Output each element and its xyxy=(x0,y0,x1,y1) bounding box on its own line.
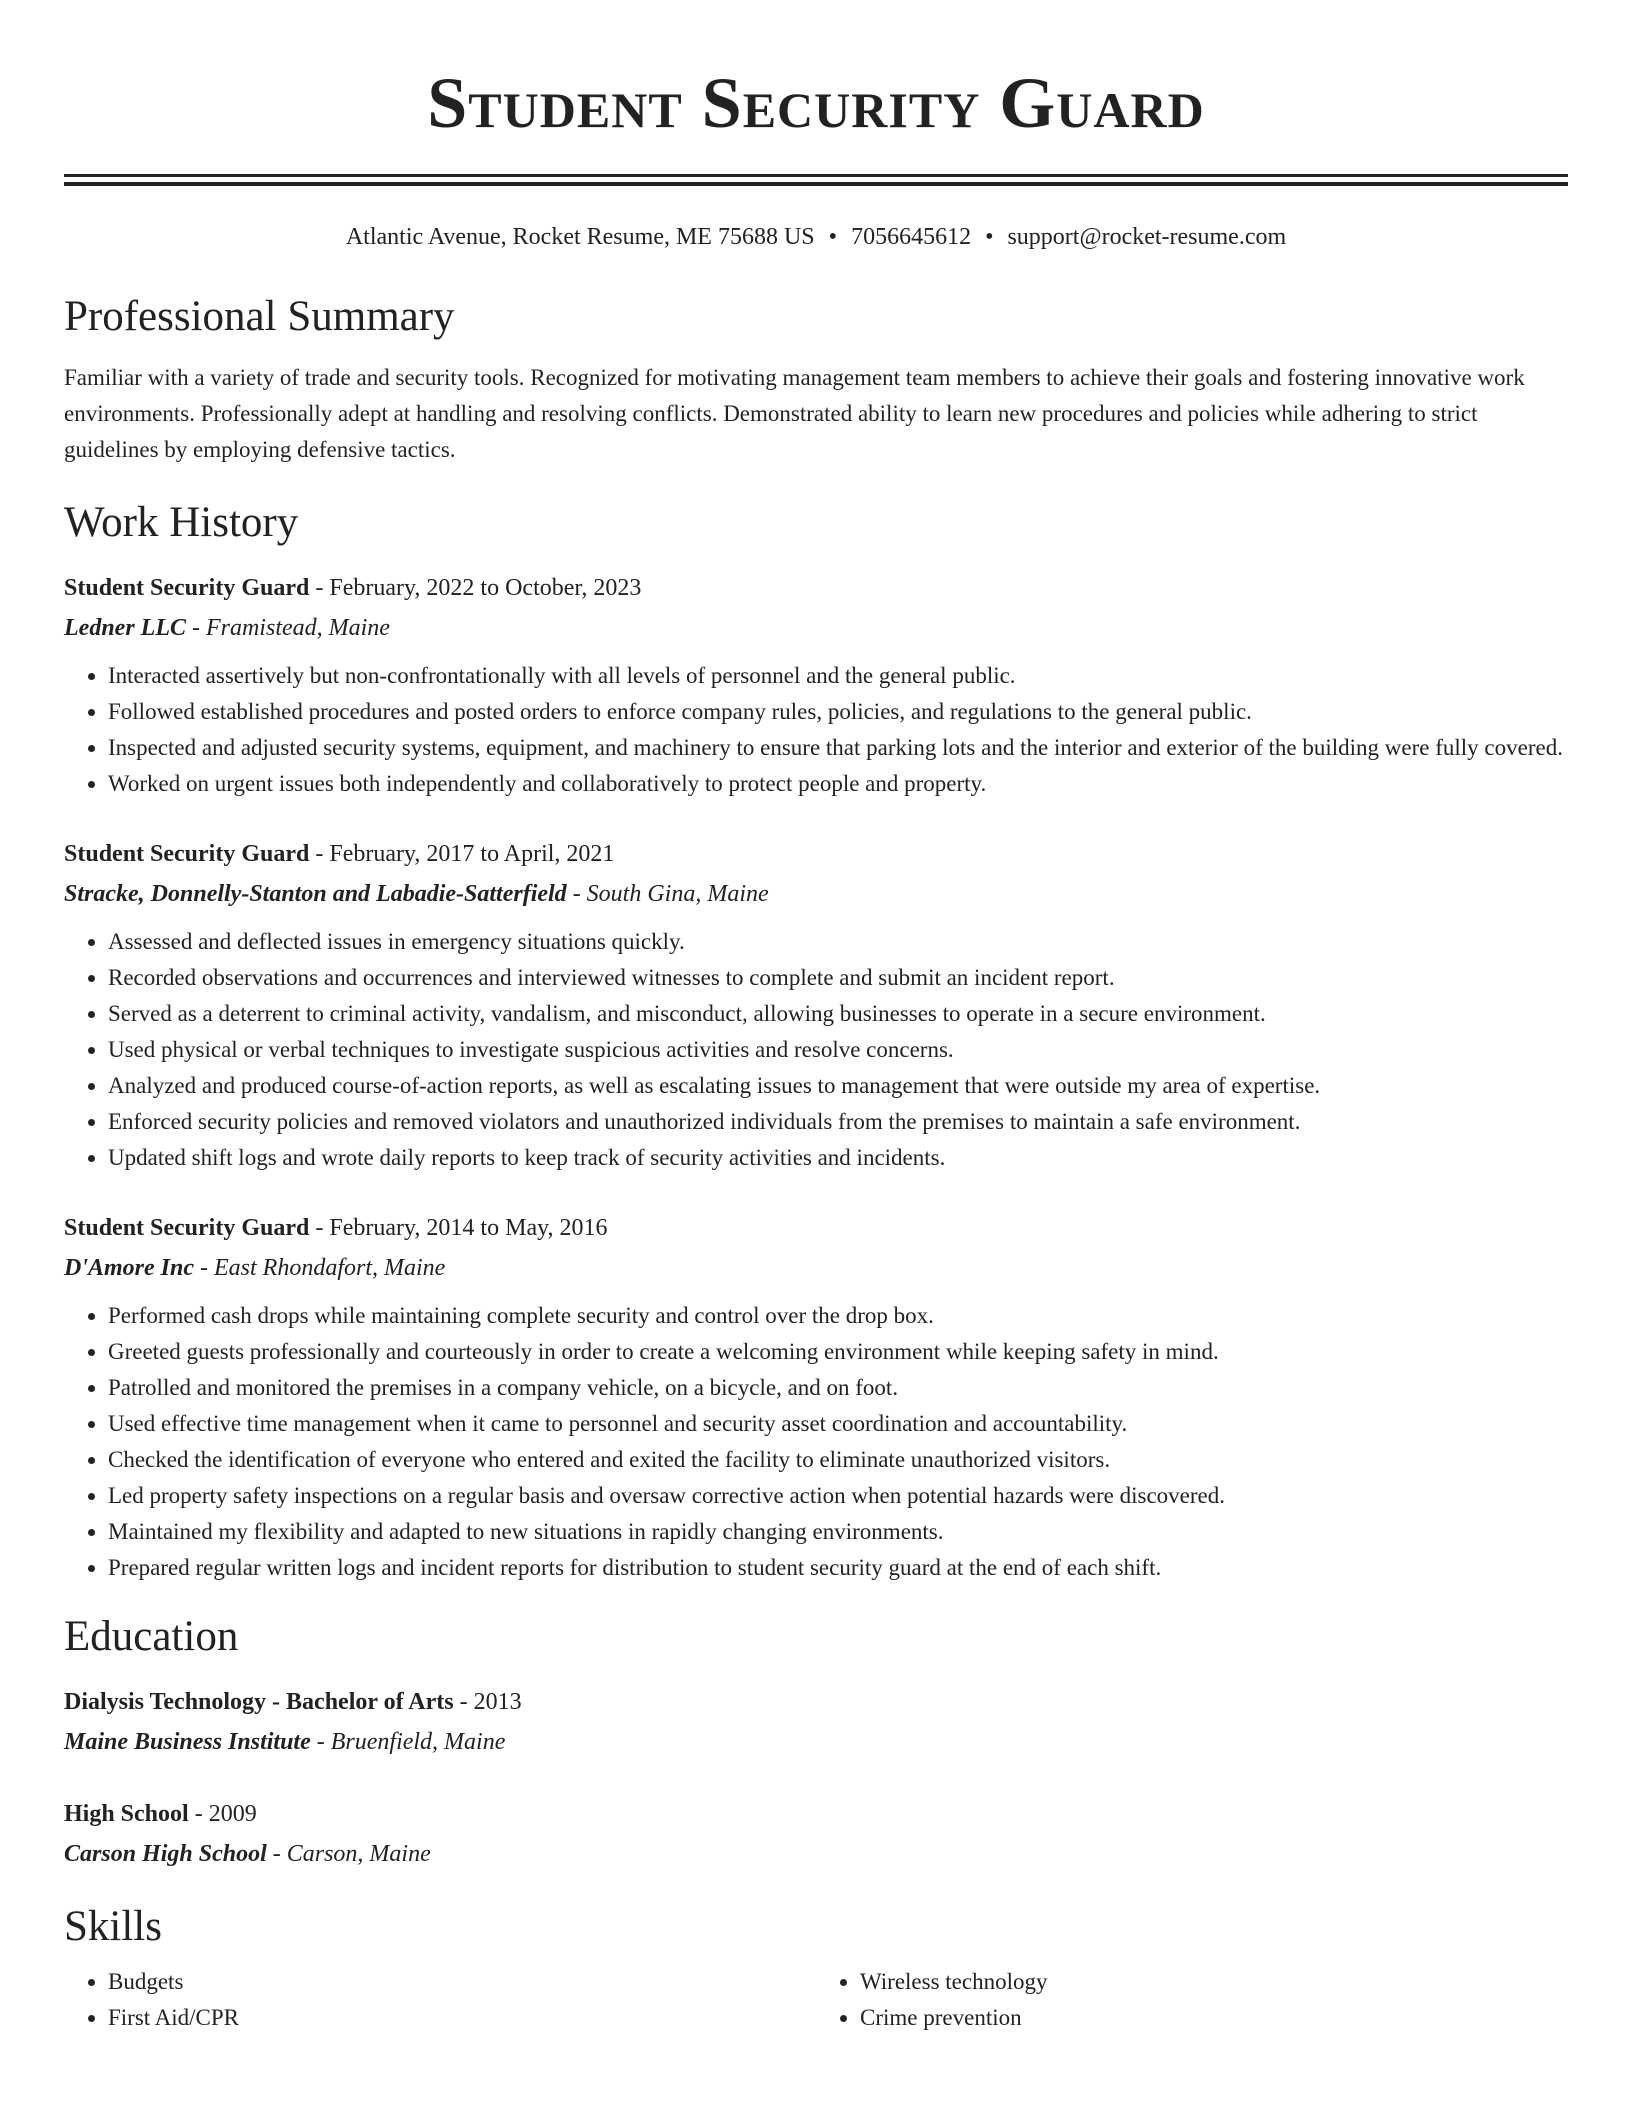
list-item: • Greeted guests professionally and courteously in order to create a welcoming environment while keeping safety in mind. xyxy=(108,1334,1568,1370)
job-location: - South Gina, Maine xyxy=(566,881,769,907)
education-school: Maine Business Institute xyxy=(64,1729,311,1755)
list-item: • Assessed and deflected issues in emergency situations quickly. xyxy=(108,924,1568,960)
job-title-line xyxy=(64,834,1568,874)
education-section xyxy=(64,1612,1568,1874)
job-title-line xyxy=(64,1208,1568,1248)
job-bullet-list xyxy=(64,1298,1568,1586)
header-double-rule xyxy=(64,174,1568,186)
section-title-work-history: Work History xyxy=(64,499,299,546)
list-item: • Patrolled and monitored the premises in a company vehicle, on a bicycle, and on foot. xyxy=(108,1370,1568,1406)
list-item: • Used physical or verbal techniques to investigate suspicious activities and resolve concerns. xyxy=(108,1032,1568,1068)
job-role: Student Security Guard xyxy=(64,575,310,601)
education-entry xyxy=(64,1682,1568,1762)
list-item: • Wireless technology xyxy=(860,1964,1568,2000)
section-title-skills: Skills xyxy=(64,1903,162,1950)
education-degree-line xyxy=(64,1682,1568,1722)
list-item: • Checked the identification of everyone who entered and exited the facility to eliminate unauthorized visitors. xyxy=(108,1442,1568,1478)
section-title-summary: Professional Summary xyxy=(64,293,455,340)
job-company: Stracke, Donnelly-Stanton and Labadie-Satterfield xyxy=(64,881,567,907)
list-item: • Inspected and adjusted security systems, equipment, and machinery to ensure that parking lots and the interior and exterior of the building were fully covered. xyxy=(108,730,1568,766)
job-dates: - February, 2017 to April, 2021 xyxy=(309,841,615,867)
job-title-line xyxy=(64,568,1568,608)
contact-line xyxy=(64,222,1568,252)
contact-address: Atlantic Avenue, Rocket Resume, ME 75688 US xyxy=(345,224,815,250)
list-item: • First Aid/CPR xyxy=(108,2000,816,2036)
work-history-section xyxy=(64,498,1568,1586)
job-entry xyxy=(64,568,1568,802)
education-school-line xyxy=(64,1834,1568,1874)
list-item: • Prepared regular written logs and incident reports for distribution to student security guard at the end of each shift. xyxy=(108,1550,1568,1586)
education-degree-line xyxy=(64,1794,1568,1834)
skills-section xyxy=(64,1902,1568,2036)
list-item: • Performed cash drops while maintaining complete security and control over the drop box. xyxy=(108,1298,1568,1334)
list-item: • Enforced security policies and removed violators and unauthorized individuals from the premises to maintain a safe environment. xyxy=(108,1104,1568,1140)
education-year: - 2009 xyxy=(188,1801,257,1827)
summary-text: Familiar with a variety of trade and security tools. Recognized for motivating management team members to achieve their goals and fostering innovative work environments. Professionally adept at handling and resolving conflicts. Demonstrated ability to learn new procedures and policies while adhering to strict guidelines by employing defensive tactics. xyxy=(64,365,1525,462)
list-item: • Updated shift logs and wrote daily reports to keep track of security activities and incidents. xyxy=(108,1140,1568,1176)
contact-phone: 7056645612 xyxy=(851,224,972,250)
list-item: • Recorded observations and occurrences and interviewed witnesses to complete and submit an incident report. xyxy=(108,960,1568,996)
contact-separator: • xyxy=(985,224,994,250)
job-role: Student Security Guard xyxy=(64,1215,310,1241)
job-location: - East Rhondafort, Maine xyxy=(194,1255,446,1281)
job-role: Student Security Guard xyxy=(64,841,310,867)
education-location: - Bruenfield, Maine xyxy=(310,1729,506,1755)
job-dates: - February, 2014 to May, 2016 xyxy=(309,1215,608,1241)
list-item: • Worked on urgent issues both independently and collaboratively to protect people and property. xyxy=(108,766,1568,802)
list-item: • Budgets xyxy=(108,1964,816,2000)
list-item: • Analyzed and produced course-of-action reports, as well as escalating issues to management that were outside my area of expertise. xyxy=(108,1068,1568,1104)
contact-email: support@rocket-resume.com xyxy=(1007,224,1287,250)
list-item: • Used effective time management when it came to personnel and security asset coordination and accountability. xyxy=(108,1406,1568,1442)
education-entry xyxy=(64,1794,1568,1874)
job-entry xyxy=(64,1208,1568,1586)
job-bullet-list xyxy=(64,924,1568,1176)
contact-separator: • xyxy=(828,224,838,250)
education-school: Carson High School xyxy=(64,1841,267,1867)
list-item: • Followed established procedures and posted orders to enforce company rules, policies, and regulations to the general public. xyxy=(108,694,1568,730)
list-item: • Led property safety inspections on a regular basis and oversaw corrective action when potential hazards were discovered. xyxy=(108,1478,1568,1514)
education-school-line xyxy=(64,1722,1568,1762)
education-year: - 2013 xyxy=(453,1689,522,1715)
education-degree: High School xyxy=(64,1801,189,1827)
section-title-education: Education xyxy=(64,1613,239,1660)
education-degree: Dialysis Technology - Bachelor of Arts xyxy=(64,1689,454,1715)
list-item: • Maintained my flexibility and adapted to new situations in rapidly changing environments. xyxy=(108,1514,1568,1550)
job-company-line xyxy=(64,1248,1568,1288)
job-company: Ledner LLC xyxy=(64,615,186,641)
summary-section xyxy=(64,292,1568,468)
job-location: - Framistead, Maine xyxy=(185,615,390,641)
job-company-line xyxy=(64,608,1568,648)
job-bullet-list xyxy=(64,658,1568,802)
skills-columns xyxy=(64,1964,1568,2036)
job-entry xyxy=(64,834,1568,1176)
job-company: D'Amore Inc xyxy=(64,1255,195,1281)
job-company-line xyxy=(64,874,1568,914)
skills-list-right xyxy=(816,1964,1568,2036)
candidate-name: Student Security Guard xyxy=(427,63,1205,143)
skills-list-left xyxy=(64,1964,816,2036)
list-item: • Interacted assertively but non-confrontationally with all levels of personnel and the general public. xyxy=(108,658,1568,694)
list-item: • Served as a deterrent to criminal activity, vandalism, and misconduct, allowing businesses to operate in a secure environment. xyxy=(108,996,1568,1032)
job-dates: - February, 2022 to October, 2023 xyxy=(309,575,642,601)
list-item: • Crime prevention xyxy=(860,2000,1568,2036)
education-location: - Carson, Maine xyxy=(266,1841,431,1867)
